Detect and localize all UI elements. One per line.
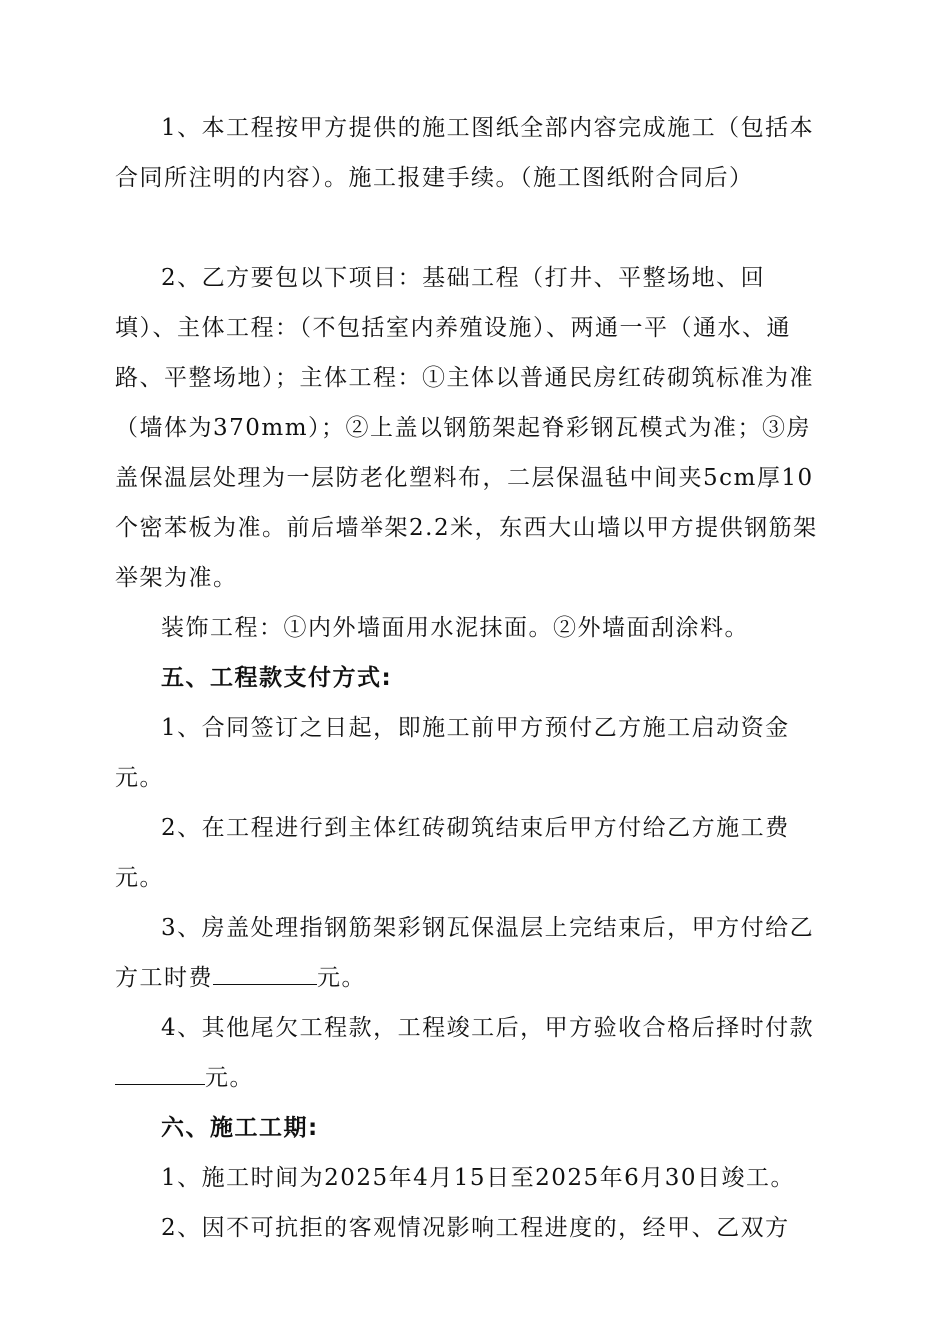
- payment-item-3-blank: [213, 960, 317, 985]
- decoration-works-paragraph: 装饰工程：①内外墙面用水泥抹面。②外墙面刮涂料。: [161, 615, 749, 641]
- section-6-heading: 六、施工工期:: [161, 1115, 319, 1141]
- payment-item-1: 1、合同签订之日起，即施工前甲方预付乙方施工启动资金元。: [115, 715, 790, 791]
- payment-item-4-text: 4、其他尾欠工程款，工程竣工后，甲方验收合格后择时付款: [161, 1015, 815, 1041]
- payment-item-3-text: 3、房盖处理指钢筋架彩钢瓦保温层上完结束后，甲方付给乙方工时费: [115, 915, 815, 991]
- payment-item-3-unit: 元。: [317, 965, 366, 991]
- schedule-item-1: 1、施工时间为2025年4月15日至2025年6月30日竣工。: [161, 1165, 795, 1191]
- payment-item-3: [115, 903, 827, 1003]
- payment-item-4: [115, 1003, 827, 1103]
- clause-2-paragraph: 2、乙方要包以下项目：基础工程（打井、平整场地、回填）、主体工程：（不包括室内养殖设施）、两通一平（通水、通路、平整场地）；主体工程：①主体以普通民房红砖砌筑标准为准（墙体为370mm）；②上盖以钢筋架起脊彩钢瓦模式为准；③房盖保温层处理为一层防老化塑料布，二层保温毡中间夹5cm厚10个密苯板为准。前后墙举架2.2米，东西大山墙以甲方提供钢筋架举架为准。: [115, 265, 818, 591]
- clause-1-paragraph: 1、本工程按甲方提供的施工图纸全部内容完成施工（包括本合同所注明的内容）。施工报建手续。（施工图纸附合同后）: [115, 115, 815, 191]
- payment-item-4-unit: 元。: [205, 1065, 254, 1091]
- payment-item-4-blank: [115, 1060, 205, 1085]
- section-5-heading: 五、工程款支付方式:: [161, 665, 393, 691]
- schedule-item-2: 2、因不可抗拒的客观情况影响工程进度的，经甲、乙双方: [161, 1215, 790, 1241]
- payment-item-2: 2、在工程进行到主体红砖砌筑结束后甲方付给乙方施工费元。: [115, 815, 790, 891]
